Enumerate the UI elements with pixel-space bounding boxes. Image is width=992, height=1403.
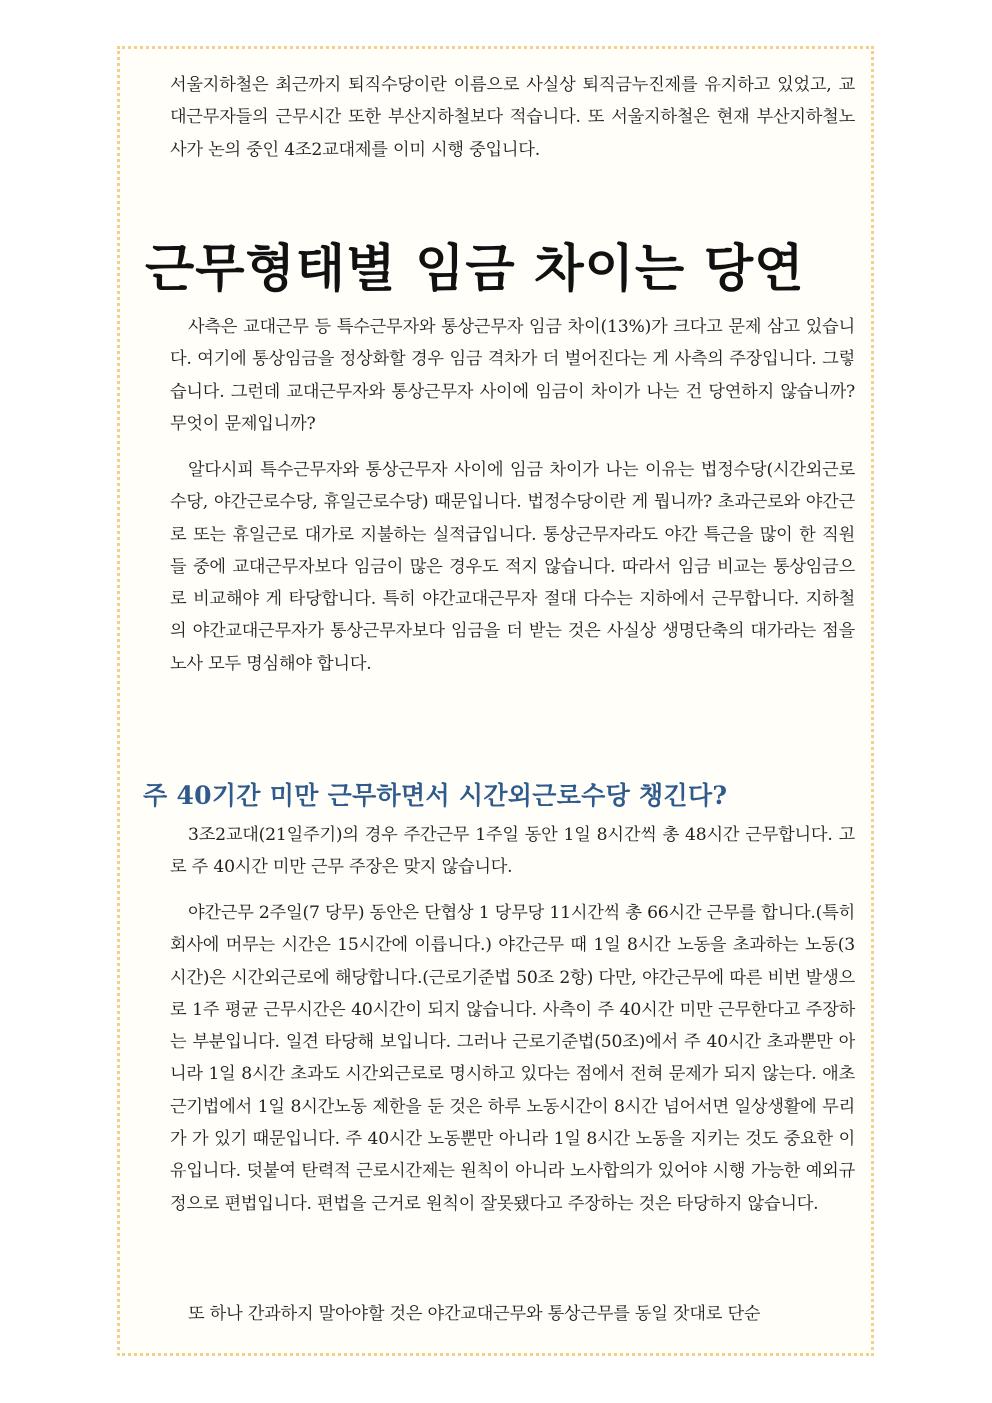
- document-body: [120, 49, 871, 1353]
- paragraph-statutory-allowance: 알다시피 특수근무자와 통상근무자 사이에 임금 차이가 나는 이유는 법정수당(시간외근로수당, 야간근로수당, 휴일근로수당) 때문입니다. 법정수당이란 게 뭡니까? 초과근로와 야간근로 또는 휴일근로 대가로 지불하는 실적급입니다. 통상근무자라도 야간 특근을 많이 한 직원들 중에 교대근무자보다 임금이 많은 경우도 적지 않습니다. 따라서 임금 비교는 통상임금으로 비교해야 게 타당합니다. 특히 야간교대근무자 절대 다수는 지하에서 근무합니다. 지하철의 야간교대근무자가 통상근무자보다 임금을 더 받는 것은 사실상 생명단축의 대가라는 점을 노사 모두 명심해야 합니다.: [170, 460, 855, 674]
- section-heading-wage-difference: 근무형태별 임금 차이는 당연: [145, 239, 805, 299]
- paragraph-intro: 서울지하철은 최근까지 퇴직수당이란 이름으로 사실상 퇴직금누진제를 유지하고 있었고, 교대근무자들의 근무시간 또한 부산지하철보다 적습니다. 또 서울지하철은 현재 부산지하철노사가 논의 중인 4조2교대제를 이미 시행 중입니다.: [170, 75, 855, 160]
- paragraph-three-shift: 3조2교대(21일주기)의 경우 주간근무 1주일 동안 1일 8시간씩 총 48시간 근무합니다. 고로 주 40시간 미만 근무 주장은 맞지 않습니다.: [170, 825, 855, 878]
- subheading-40-hours: 주 40기간 미만 근무하면서 시간외근로수당 챙긴다?: [143, 781, 728, 810]
- paragraph-night-shift: 야간근무 2주일(7 당무) 동안은 단협상 1 당무당 11시간씩 총 66시간 근무를 합니다.(특히 회사에 머무는 시간은 15시간에 이릅니다.) 야간근무 때 1일 8시간 노동을 초과하는 노동(3시간)은 시간외근로에 해당합니다.(근로기준법 50조 2항) 다만, 야간근무에 따른 비번 발생으로 1주 평균 근무시간은 40시간이 되지 않습니다. 사측이 주 40시간 미만 근무한다고 주장하는 부분입니다. 일견 타당해 보입니다. 그러나 근로기준법(50조)에서 주 40시간 초과뿐만 아니라 1일 8시간 초과도 시간외근로로 명시하고 있다는 점에서 전혀 문제가 되지 않는다. 애초 근기법에서 1일 8시간노동 제한을 둔 것은 하루 노동시간이 8시간 넘어서면 일상생활에 무리가 가 있기 때문입니다. 주 40시간 노동뿐만 아니라 1일 8시간 노동을 지키는 것도 중요한 이유입니다. 덧붙여 탄력적 근로시간제는 원칙이 아니라 노사합의가 있어야 시행 가능한 예외규정으로 편법입니다. 편법을 근거로 원칙이 잘못됐다고 주장하는 것은 타당하지 않습니다.: [170, 903, 855, 1214]
- paragraph-continuation: 또 하나 간과하지 말아야할 것은 야간교대근무와 통상근무를 동일 잣대로 단순: [188, 1304, 761, 1324]
- page-frame: [117, 46, 874, 1356]
- paragraph-company-claim: 사측은 교대근무 등 특수근무자와 통상근무자 임금 차이(13%)가 크다고 문제 삼고 있습니다. 여기에 통상임금을 정상화할 경우 임금 격차가 더 벌어진다는 게 사측의 주장입니다. 그렇습니다. 그런데 교대근무자와 통상근무자 사이에 임금이 차이가 나는 건 당연하지 않습니까? 무엇이 문제입니까?: [170, 317, 855, 434]
